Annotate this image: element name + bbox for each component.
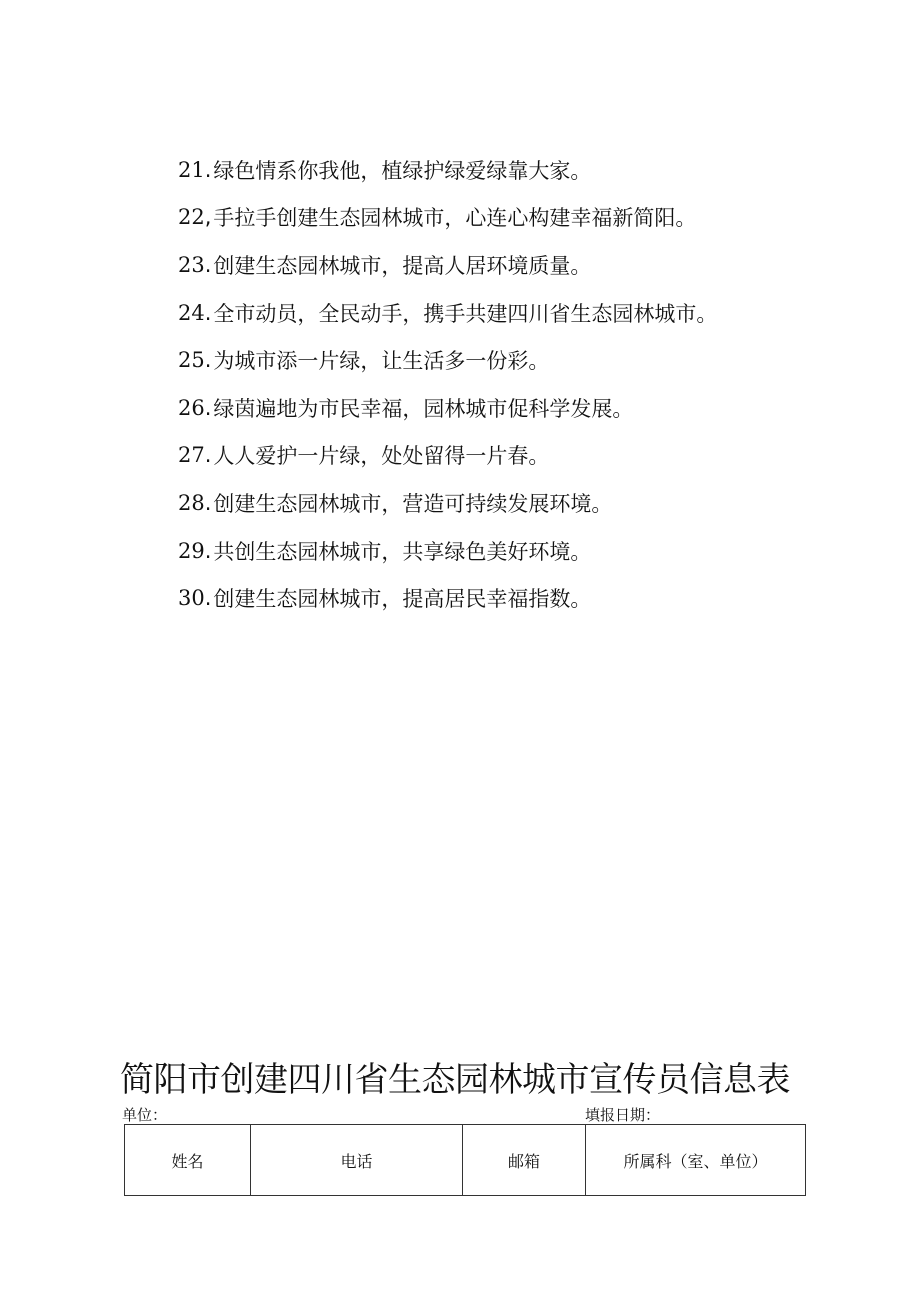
slogan-number: 28: [178, 490, 205, 515]
column-header-name: 姓名: [125, 1125, 251, 1196]
slogan-text: 为城市添一片绿，让生活多一份彩。: [213, 349, 550, 374]
slogan-number: 29: [178, 538, 205, 563]
fill-date-label: 填报日期：: [585, 1106, 661, 1124]
slogan-text: 共创生态园林城市，共享绿色美好环境。: [213, 539, 592, 564]
slogan-item: [178, 146, 717, 194]
slogan-text: 创建生态园林城市，提高人居环境质量。: [213, 253, 592, 278]
slogan-text: 绿茵遍地为市民幸福，园林城市促科学发展。: [213, 396, 634, 421]
form-title: 简阳市创建四川省生态园林城市宣传员信息表: [120, 1060, 790, 1100]
slogan-separator: .: [204, 395, 212, 420]
slogan-text: 创建生态园林城市，营造可持续发展环境。: [213, 491, 613, 516]
slogan-separator: .: [204, 157, 212, 182]
slogan-text: 绿色情系你我他，植绿护绿爱绿靠大家。: [213, 158, 592, 183]
slogan-item: [178, 527, 717, 575]
slogan-number: 26: [178, 395, 205, 420]
slogan-number: 25: [178, 348, 205, 373]
slogan-separator: .: [204, 300, 212, 325]
slogan-number: 27: [178, 443, 205, 468]
slogan-number: 24: [178, 300, 205, 325]
slogan-item: [178, 241, 717, 289]
column-header-department: 所属科（室、单位）: [586, 1125, 806, 1196]
slogan-number: 23: [178, 252, 205, 277]
slogan-item: [178, 479, 717, 527]
slogan-separator: .: [204, 586, 212, 611]
column-header-email: 邮箱: [463, 1125, 586, 1196]
slogan-number: 21: [178, 157, 205, 182]
table-header-row: [125, 1125, 806, 1196]
slogan-item: [178, 574, 717, 622]
column-header-phone: 电话: [251, 1125, 463, 1196]
slogan-item: [178, 194, 717, 242]
slogan-text: 人人爱护一片绿，处处留得一片春。: [213, 444, 550, 469]
info-table: [124, 1124, 806, 1196]
slogan-text: 手拉手创建生态园林城市，心连心构建幸福新简阳。: [213, 206, 697, 231]
slogan-separator: ,: [204, 205, 212, 230]
slogan-number: 30: [178, 586, 205, 611]
slogan-list: [178, 146, 717, 622]
slogan-separator: .: [204, 490, 212, 515]
slogan-separator: .: [204, 443, 212, 468]
slogan-item: [178, 432, 717, 480]
slogan-item: [178, 384, 717, 432]
slogan-separator: .: [204, 348, 212, 373]
unit-label: 单位：: [122, 1106, 168, 1124]
slogan-separator: .: [204, 538, 212, 563]
slogan-text: 全市动员，全民动手，携手共建四川省生态园林城市。: [213, 301, 718, 326]
slogan-separator: .: [204, 252, 212, 277]
slogan-item: [178, 289, 717, 337]
slogan-number: 22: [178, 205, 205, 230]
slogan-item: [178, 336, 717, 384]
slogan-text: 创建生态园林城市，提高居民幸福指数。: [213, 587, 592, 612]
